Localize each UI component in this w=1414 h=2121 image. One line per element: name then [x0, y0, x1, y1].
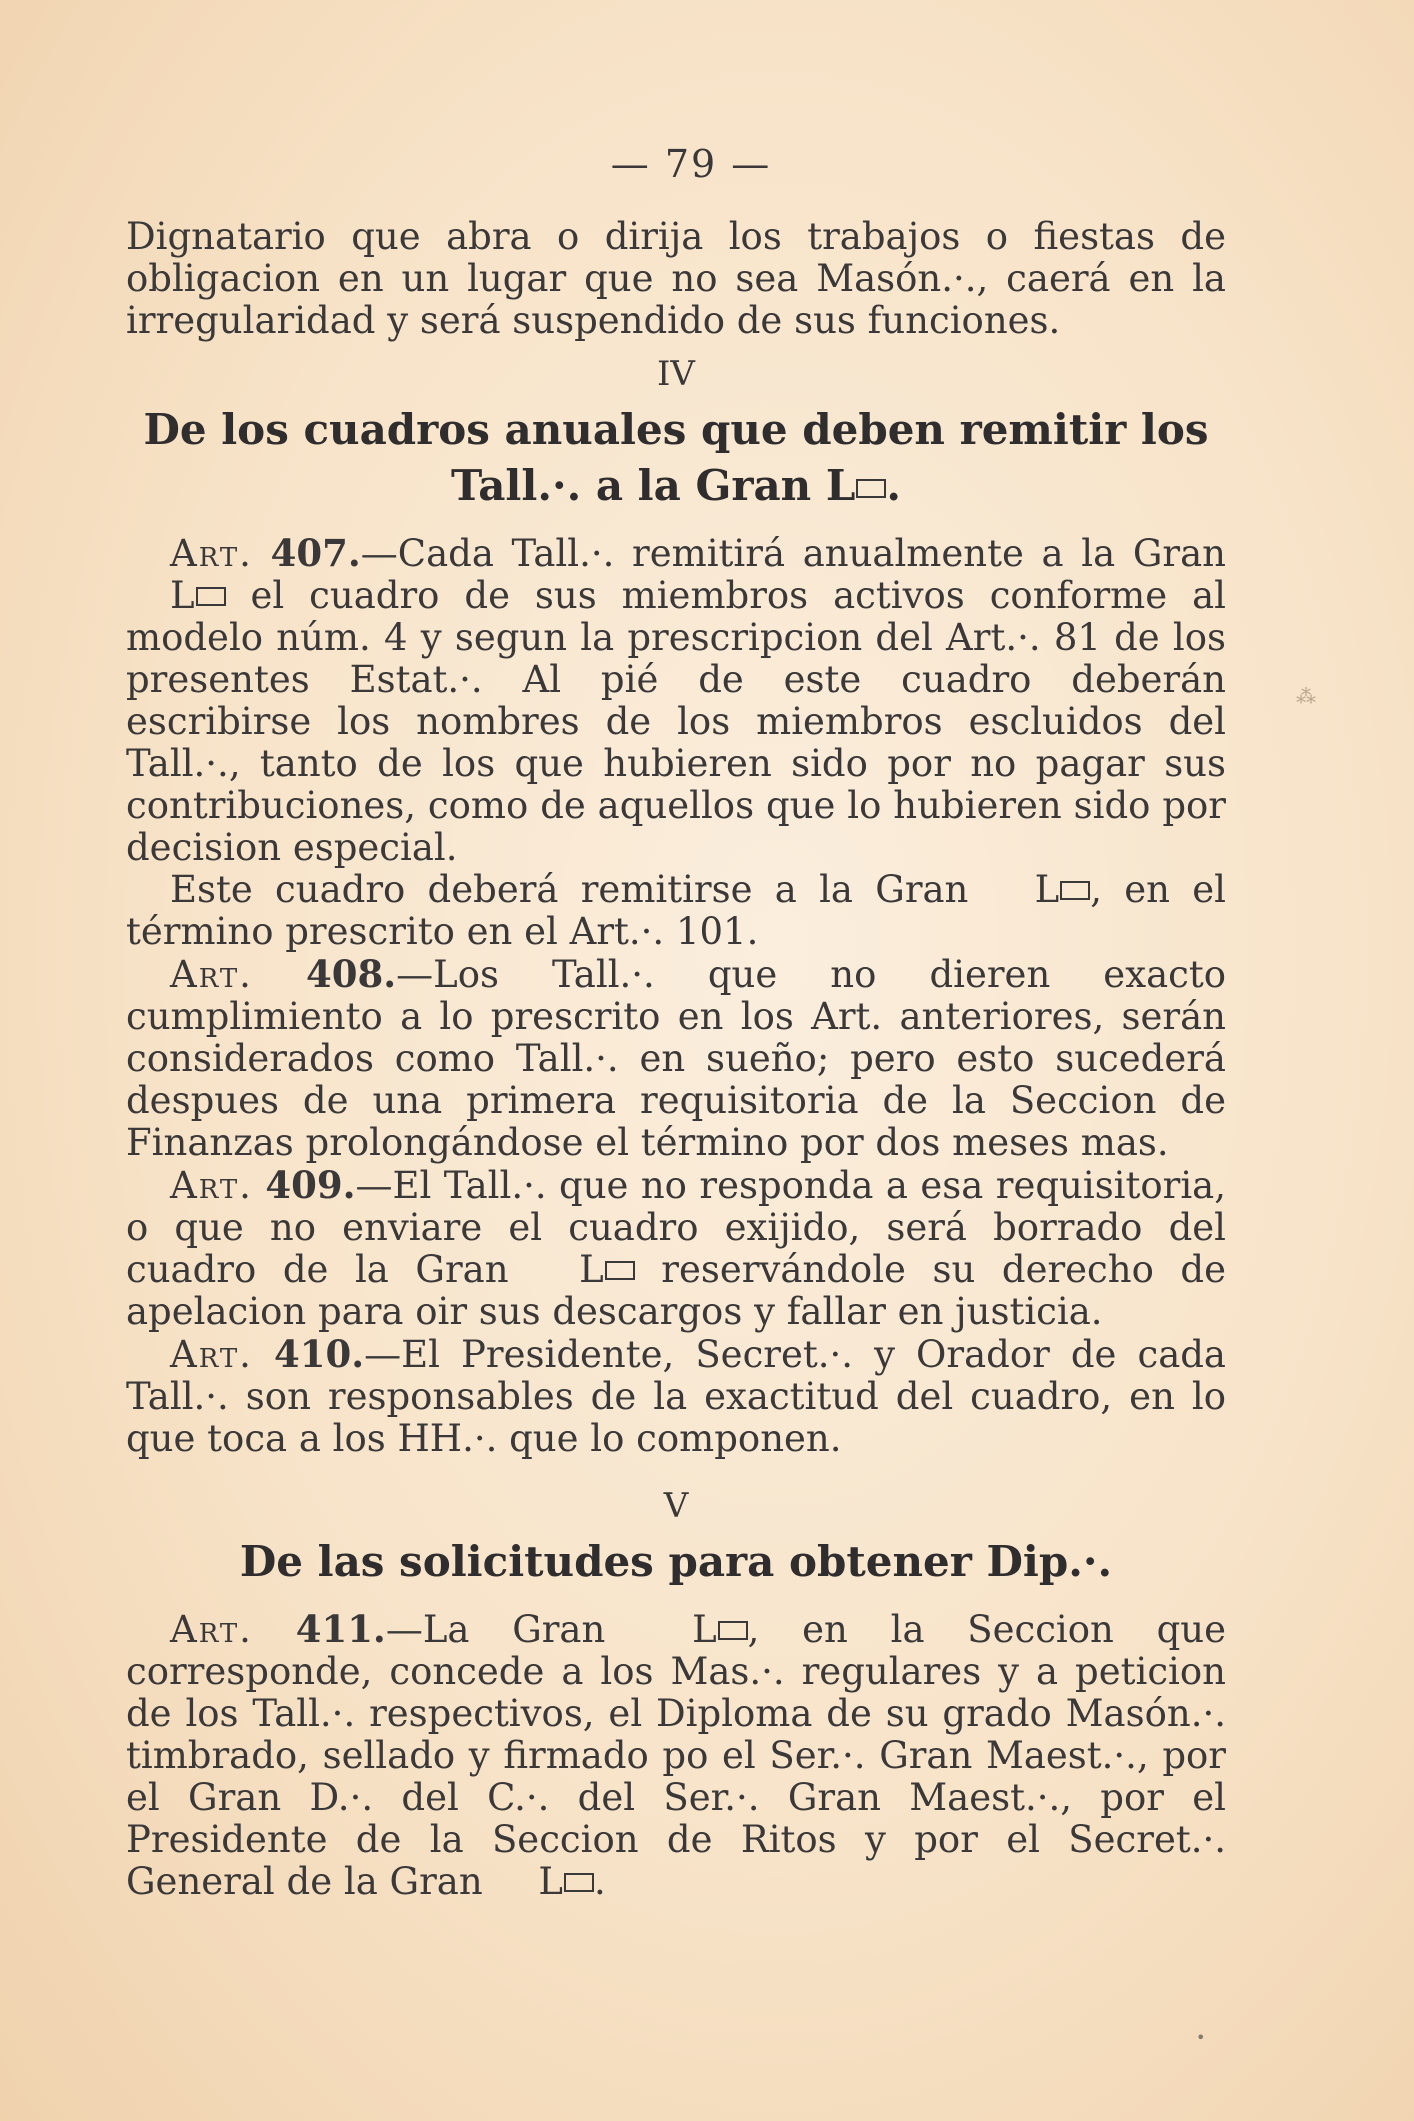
- article-411: Art. 411.—La Gran L , en la Seccion que corresponde, concede a los Mas.·. regulares y a peticion de los Tall.·. respectivos, el Diploma de su grado Masón.·. timbrado, sellado y firmado po el Ser.·. Gran Maest.·., por el Gran D.·. del C.·. del Ser.·. Gran Maest.·., por el Presidente de la Seccion de Ritos y por el Secret.·. General de la Gran L .: [126, 1607, 1227, 1903]
- paper-speck: ⁂: [1296, 684, 1316, 708]
- article-label: Art.: [170, 1608, 253, 1651]
- article-number: 407.: [270, 531, 361, 575]
- intro-paragraph: Dignatario que abra o dirija los trabajos o fiestas de obligacion en un lugar que no sea Masón.·., caerá en la irregularidad y será suspendido de sus funciones.: [126, 215, 1226, 342]
- article-label: Art.: [170, 532, 253, 575]
- lodge-symbol-icon: L: [535, 1249, 635, 1291]
- article-number: 408.: [306, 952, 397, 996]
- document-page: [126, 120, 1226, 1903]
- article-label: Art.: [170, 1164, 253, 1207]
- article-label: Art.: [170, 953, 253, 996]
- article-409: Art. 409.—El Tall.·. que no responda a esa requisitoria, o que no enviare el cuadro exijido, será borrado del cuadro de la Gran L reservándole su derecho de apelacion para oir sus descargos y fallar en justicia.: [126, 1163, 1227, 1333]
- lodge-symbol-icon: L: [826, 458, 887, 514]
- lodge-symbol-icon: L: [494, 1861, 594, 1903]
- section-4-numeral: IV: [657, 354, 695, 394]
- article-407-paragraph-2: Este cuadro deberá remitirse a la Gran L , en el término prescrito en el Art.·. 101.: [126, 868, 1227, 953]
- article-number: 410.: [274, 1332, 365, 1376]
- lodge-symbol-icon: L: [648, 1609, 748, 1651]
- article-number: 411.: [295, 1607, 386, 1651]
- lodge-symbol-icon: L: [126, 575, 226, 617]
- section-5-numeral: V: [663, 1486, 689, 1526]
- article-label: Art.: [170, 1333, 253, 1376]
- lodge-symbol-icon: L: [991, 869, 1091, 911]
- page-number: — 79 —: [610, 142, 772, 186]
- article-407: Art. 407.—Cada Tall.·. remitirá anualmente a la Gran L el cuadro de sus miembros activos conforme al modelo núm. 4 y segun la prescripcion del Art.·. 81 de los presentes Estat.·. Al pié de este cuadro deberán escribirse los nombres de los miembros escluidos del Tall.·., tanto de los que hubieren sido por no pagar sus contribuciones, como de aquellos que lo hubieren sido por decision especial.: [126, 531, 1227, 869]
- section-5-title: De las solicitudes para obtener Dip.·.: [239, 1537, 1113, 1586]
- paper-speck: •: [1196, 2028, 1206, 2047]
- article-408: Art. 408.—Los Tall.·. que no dieren exacto cumplimiento a lo prescrito en los Art. anteriores, serán considerados como Tall.·. en sueño; pero esto sucederá despues de una primera requisitoria de la Seccion de Finanzas prolongándose el término por dos meses mas.: [126, 952, 1226, 1164]
- article-410: Art. 410.—El Presidente, Secret.·. y Orador de cada Tall.·. son responsables de la exactitud del cuadro, en lo que toca a los HH.·. que lo componen.: [126, 1332, 1226, 1460]
- article-number: 409.: [265, 1163, 356, 1207]
- section-4-title: De los cuadros anuales que deben remitir los Tall.·. a la Gran L .: [126, 402, 1226, 514]
